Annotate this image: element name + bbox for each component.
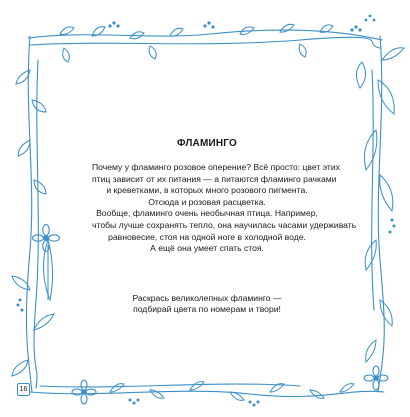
leaf-icon — [110, 384, 124, 392]
leaf-icon — [380, 300, 392, 326]
leaf-icon — [12, 360, 28, 376]
coloring-instruction — [92, 293, 322, 316]
leaf-icon — [32, 100, 46, 112]
leaf-icon — [280, 24, 294, 32]
paragraph-line: и креветками, в которых много розового пигмента. — [106, 185, 308, 196]
leaf-icon — [356, 62, 365, 88]
text-block — [92, 138, 357, 316]
paragraph-line: Вообще, фламинго очень необычная птица. Например, — [96, 208, 318, 219]
paragraph-line: А ещё она умеет спать стоя. — [150, 243, 264, 254]
paragraph-line: чтобы лучше сохранять тепло, она научилась часами удерживать — [92, 219, 357, 230]
leaf-icon — [63, 48, 70, 62]
instruction-line: подбирай цвета по номерам и твори! — [133, 304, 281, 315]
leaf-icon — [378, 80, 394, 114]
leaf-icon — [382, 48, 404, 60]
page-number: 16 — [17, 383, 30, 396]
main-paragraph — [92, 162, 357, 255]
leaf-icon — [34, 180, 46, 194]
leaf-icon — [380, 175, 393, 211]
leaf-icon — [299, 44, 306, 57]
leaf-icon — [149, 46, 156, 59]
left-vine — [26, 36, 32, 392]
leaf-icon — [340, 384, 354, 392]
leaf-icon — [366, 340, 376, 362]
leaf-icon — [365, 240, 376, 270]
leaf-icon — [310, 390, 324, 398]
paragraph-line: Почему у фламинго розовое оперение? Всё просто: цвет этих — [92, 162, 340, 172]
page-title: ФЛАМИНГО — [176, 138, 238, 149]
paragraph-line: равновесие, стоя на одной ноге в холодной воде. — [108, 231, 306, 242]
leaf-icon — [364, 130, 377, 170]
leaf-icon — [34, 314, 54, 330]
leaf-icon — [190, 382, 204, 390]
paragraph-line: птиц зависит от их питания — а питаются фламинго рачками — [92, 173, 337, 184]
flower-icon — [72, 380, 96, 404]
leaf-icon — [170, 28, 183, 36]
leaf-icon — [18, 140, 30, 156]
instruction-line: Раскрась великолепных фламинго — — [132, 292, 282, 303]
paragraph-line: Отсюда и розовая расцветка. — [148, 196, 266, 207]
leaf-icon — [60, 27, 74, 35]
flower-icon — [364, 366, 388, 390]
